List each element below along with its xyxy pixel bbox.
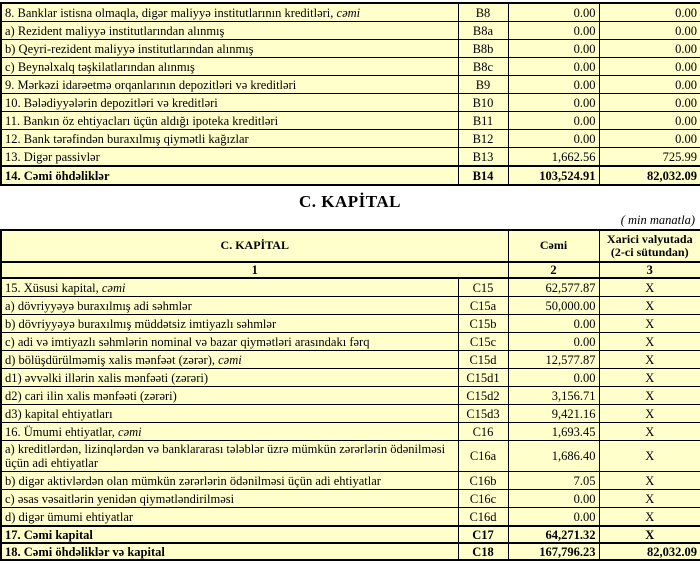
table-row	[1, 94, 700, 112]
row-foreign-value: 0.00	[599, 40, 700, 58]
row-foreign-value: X	[599, 297, 700, 315]
row-label: d3) kapital ehtiyatları	[1, 405, 458, 423]
row-foreign-value: 0.00	[599, 3, 700, 22]
row-code: C15d1	[458, 369, 508, 387]
col-header-total: Cəmi	[508, 230, 599, 262]
unit-note: ( min manatla)	[620, 213, 695, 227]
row-total-value: 1,686.40	[508, 441, 599, 472]
row-code: C16c	[458, 490, 508, 508]
row-label: d1) əvvəlki illərin xalis mənfəəti (zərəri)	[1, 369, 458, 387]
row-foreign-value: X	[599, 472, 700, 490]
table-row	[1, 76, 700, 94]
row-label: 17. Cəmi kapital	[1, 526, 458, 543]
row-code: B8	[458, 3, 508, 22]
col-header-name: C. KAPİTAL	[1, 230, 508, 262]
row-label: 13. Digər passivlər	[1, 148, 458, 167]
row-label: a) dövriyyəyə buraxılmış adi səhmlər	[1, 297, 458, 315]
table-row	[1, 387, 700, 405]
row-code: B11	[458, 112, 508, 130]
row-foreign-value: X	[599, 423, 700, 441]
row-foreign-value: 0.00	[599, 112, 700, 130]
row-code: C15a	[458, 297, 508, 315]
liabilities-table	[0, 2, 700, 186]
table-row	[1, 423, 700, 441]
row-total-value: 0.00	[508, 369, 599, 387]
row-label: 14. Cəmi öhdəliklər	[1, 166, 458, 185]
row-total-value: 0.00	[508, 40, 599, 58]
row-total-value: 3,156.71	[508, 387, 599, 405]
row-code: B10	[458, 94, 508, 112]
row-label: 8. Banklar istisna olmaqla, digər maliyyə institutlarının kreditləri, cəmi	[1, 3, 458, 22]
row-label: c) adi və imtiyazlı səhmlərin nominal və bazar qiymətləri arasındakı fərq	[1, 333, 458, 351]
row-foreign-value: X	[599, 351, 700, 369]
row-label: d) digər ümumi ehtiyatlar	[1, 508, 458, 527]
row-code: C15	[458, 278, 508, 297]
table-row	[1, 508, 700, 527]
table-row	[1, 369, 700, 387]
row-code: B13	[458, 148, 508, 167]
row-label: 15. Xüsusi kapital, cəmi	[1, 278, 458, 297]
row-foreign-value: X	[599, 333, 700, 351]
row-foreign-value: X	[599, 405, 700, 423]
table-row	[1, 315, 700, 333]
table-row	[1, 278, 700, 297]
row-foreign-value: 0.00	[599, 22, 700, 40]
section-title: C. KAPİTAL	[299, 192, 401, 211]
col-header-foreign: Xarici valyutada (2-ci sütundan)	[599, 230, 700, 262]
row-total-value: 0.00	[508, 58, 599, 76]
table-row	[1, 297, 700, 315]
row-label: 18. Cəmi öhdəliklər və kapital	[1, 543, 458, 560]
row-total-value: 167,796.23	[508, 543, 599, 560]
row-label: 9. Mərkəzi idarəetmə orqanlarının depozitləri və kreditləri	[1, 76, 458, 94]
row-total-value: 0.00	[508, 130, 599, 148]
row-total-value: 103,524.91	[508, 166, 599, 185]
row-total-value: 0.00	[508, 112, 599, 130]
row-total-value: 1,693.45	[508, 423, 599, 441]
total-capital-row	[1, 526, 700, 543]
row-label: b) dövriyyəyə buraxılmış müddətsiz imtiyazlı səhmlər	[1, 315, 458, 333]
row-total-value: 0.00	[508, 508, 599, 527]
table-row	[1, 22, 700, 40]
row-label: a) Rezident maliyyə institutlarından alınmış	[1, 22, 458, 40]
row-total-value: 0.00	[508, 3, 599, 22]
row-total-value: 62,577.87	[508, 278, 599, 297]
row-foreign-value: 0.00	[599, 58, 700, 76]
row-foreign-value: X	[599, 369, 700, 387]
table-row	[1, 351, 700, 369]
row-code: C15c	[458, 333, 508, 351]
row-code: C15d3	[458, 405, 508, 423]
row-code: C17	[458, 526, 508, 543]
row-total-value: 50,000.00	[508, 297, 599, 315]
row-total-value: 0.00	[508, 94, 599, 112]
row-total-value: 64,271.32	[508, 526, 599, 543]
row-foreign-value: 82,032.09	[599, 543, 700, 560]
table-row	[1, 490, 700, 508]
col-number-2: 2	[508, 262, 599, 278]
row-foreign-value: X	[599, 387, 700, 405]
row-total-value: 0.00	[508, 76, 599, 94]
row-total-value: 1,662.56	[508, 148, 599, 167]
row-label-italic: cəmi	[336, 5, 361, 20]
row-total-value: 9,421.16	[508, 405, 599, 423]
row-total-value: 0.00	[508, 333, 599, 351]
row-code: C18	[458, 543, 508, 560]
row-label: 12. Bank tərəfindən buraxılmış qiymətli kağızlar	[1, 130, 458, 148]
table-row	[1, 472, 700, 490]
capital-table	[0, 229, 700, 561]
row-foreign-value: X	[599, 490, 700, 508]
row-foreign-value: 82,032.09	[599, 166, 700, 185]
row-code: C15d	[458, 351, 508, 369]
row-foreign-value: 0.00	[599, 94, 700, 112]
row-label: d) bölüşdürülməmiş xalis mənfəət (zərər), cəmi	[1, 351, 458, 369]
row-total-value: 0.00	[508, 490, 599, 508]
col-number-1: 1	[1, 262, 508, 278]
row-label: b) digər aktivlərdən olan mümkün zərərlərin ödənilməsi üçün adi ehtiyatlar	[1, 472, 458, 490]
table-row	[1, 333, 700, 351]
row-code: C15d2	[458, 387, 508, 405]
row-code: C16d	[458, 508, 508, 527]
row-foreign-value: 0.00	[599, 130, 700, 148]
total-liabilities-row	[1, 166, 700, 185]
row-code: B14	[458, 166, 508, 185]
column-number-row	[1, 262, 700, 278]
table-row	[1, 58, 700, 76]
row-code: B8c	[458, 58, 508, 76]
row-code: B8a	[458, 22, 508, 40]
table-row	[1, 40, 700, 58]
row-foreign-value: X	[599, 278, 700, 297]
row-label-italic: cəmi	[101, 280, 126, 295]
row-foreign-value: 725.99	[599, 148, 700, 167]
table-row	[1, 405, 700, 423]
row-code: C16b	[458, 472, 508, 490]
row-code: B8b	[458, 40, 508, 58]
table-row	[1, 441, 700, 472]
row-code: C16a	[458, 441, 508, 472]
col-number-3: 3	[599, 262, 700, 278]
row-foreign-value: 0.00	[599, 76, 700, 94]
row-total-value: 0.00	[508, 22, 599, 40]
row-foreign-value: X	[599, 508, 700, 527]
table-row	[1, 3, 700, 22]
row-label-italic: cəmi	[118, 424, 142, 439]
row-total-value: 12,577.87	[508, 351, 599, 369]
row-total-value: 0.00	[508, 315, 599, 333]
row-label: b) Qeyri-rezident maliyyə institutlarından alınmış	[1, 40, 458, 58]
row-code: B12	[458, 130, 508, 148]
table-header-row	[1, 230, 700, 262]
table-row	[1, 148, 700, 167]
total-liabilities-and-capital-row	[1, 543, 700, 560]
row-foreign-value: X	[599, 441, 700, 472]
row-label: 16. Ümumi ehtiyatlar, cəmi	[1, 423, 458, 441]
row-label: 11. Bankın öz ehtiyacları üçün aldığı ipoteka kreditləri	[1, 112, 458, 130]
row-code: C15b	[458, 315, 508, 333]
row-foreign-value: X	[599, 526, 700, 543]
row-label-italic: cəmi	[218, 352, 242, 367]
row-label: c) əsas vəsaitlərin yenidən qiymətləndirilməsi	[1, 490, 458, 508]
row-code: B9	[458, 76, 508, 94]
row-label: c) Beynəlxalq təşkilatlarından alınmış	[1, 58, 458, 76]
row-label: d2) cari ilin xalis mənfəəti (zərəri)	[1, 387, 458, 405]
row-total-value: 7.05	[508, 472, 599, 490]
table-row	[1, 130, 700, 148]
row-code: C16	[458, 423, 508, 441]
row-label: 10. Bələdiyyələrin depozitləri və kreditləri	[1, 94, 458, 112]
table-row	[1, 112, 700, 130]
row-label: a) kreditlərdən, lizinqlərdən və banklararası tələblər üzrə mümkün zərərlərin ödənilməsi üçün adi ehtiyatlar	[1, 441, 458, 472]
row-foreign-value: X	[599, 315, 700, 333]
